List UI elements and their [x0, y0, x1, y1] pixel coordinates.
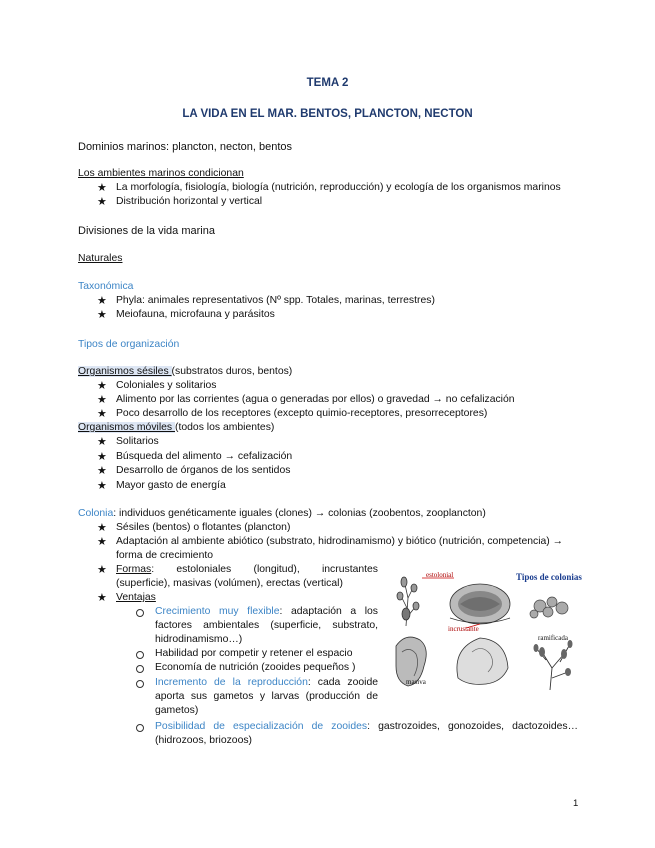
star-bullet-icon: ★	[97, 451, 107, 463]
ventaja-5	[155, 720, 578, 734]
ventaja-3: Economía de nutrición (zooides pequeños )	[155, 662, 356, 673]
ventajas-heading: Ventajas	[116, 592, 156, 603]
ambientes-item: Distribución horizontal y vertical	[116, 196, 263, 207]
sesiles-item: Poco desarrollo de los receptores (excepto quimio-receptores, presorreceptores)	[116, 408, 488, 419]
ventaja-5-highlight: Posibilidad de especialización de zooides	[155, 721, 368, 732]
colonia-label: Colonia	[78, 508, 114, 519]
label-incrustante: incrustante	[448, 625, 479, 633]
star-bullet-icon: ★	[97, 592, 107, 604]
ventaja-1	[155, 605, 378, 619]
ventaja-1-text: : adaptación a los	[279, 606, 378, 617]
ventaja-4	[155, 676, 378, 690]
ventaja-1-line-3: hidrodinamismo…)	[155, 634, 243, 645]
moviles-item: Mayor gasto de energía	[116, 480, 226, 491]
star-bullet-icon: ★	[97, 380, 107, 392]
formas-line-2: (superficie), masivas (volúmen), erectas (vertical)	[116, 578, 343, 589]
label-masiva: masiva	[406, 678, 426, 686]
star-bullet-icon: ★	[97, 394, 107, 406]
star-bullet-icon: ★	[97, 522, 107, 534]
formas-text: : estoloniales (longitud), incrustantes	[151, 564, 378, 575]
star-bullet-icon: ★	[97, 196, 107, 208]
ventaja-5-text: : gastrozoides, gonozoides, dactozoides…	[367, 721, 578, 732]
taxonomica-item: Meiofauna, microfauna y parásitos	[116, 309, 275, 320]
circle-bullet-icon	[136, 609, 144, 617]
doc-title: TEMA 2	[306, 77, 349, 89]
colony-types-figure	[392, 568, 580, 694]
star-bullet-icon: ★	[97, 536, 107, 548]
label-ramificada: ramificada	[538, 634, 568, 642]
label-estolonial: estolonial	[426, 571, 454, 579]
moviles-rest: (todos los ambientes)	[175, 422, 275, 433]
figure-title: Tipos de colonias	[516, 572, 582, 582]
star-bullet-icon: ★	[97, 182, 107, 194]
sesiles-item: Coloniales y solitarios	[116, 380, 217, 391]
colonia-item: Sésiles (bentos) o flotantes (plancton)	[116, 522, 291, 533]
colony-illustration	[392, 568, 580, 694]
ventaja-4-line-3: gametos)	[155, 705, 199, 716]
taxonomica-item: Phyla: animales representativos (Nº spp. Totales, marinas, terrestres)	[116, 295, 435, 306]
circle-bullet-icon	[136, 665, 144, 673]
doc-subtitle: LA VIDA EN EL MAR. BENTOS, PLANCTON, NECTON	[182, 108, 473, 120]
ambientes-heading: Los ambientes marinos condicionan	[78, 168, 244, 179]
ventaja-4-line-2: aporta sus gametos y larvas (producción de	[155, 691, 378, 702]
ventaja-2: Habilidad por competir y retener el espacio	[155, 648, 353, 659]
formas-label: Formas	[116, 564, 152, 575]
page-number: 1	[573, 798, 579, 809]
ambientes-item: La morfología, fisiología, biología (nutrición, reproducción) y ecología de los organismos marinos	[116, 182, 561, 193]
ventaja-1-highlight: Crecimiento muy flexible	[155, 606, 280, 617]
moviles-item: Solitarios	[116, 436, 159, 447]
star-bullet-icon: ★	[97, 309, 107, 321]
sesiles-item: Alimento por las corrientes (agua o generadas por ellos) o gravedad → no cefalización	[116, 394, 515, 405]
formas-line	[116, 563, 378, 577]
dominios-line: Dominios marinos: plancton, necton, bentos	[78, 141, 293, 153]
colonia-item: Adaptación al ambiente abiótico (substrato, hidrodinamismo) y biótico (nutrición, competencia) →	[116, 536, 564, 547]
colonia-rest: : individuos genéticamente iguales (clones) → colonias (zoobentos, zooplancton)	[113, 508, 486, 519]
star-bullet-icon: ★	[97, 564, 107, 576]
ventaja-4-highlight: Incremento de la reproducción	[155, 677, 308, 688]
ventaja-1-line-2: factores ambientales (superficie, substrato,	[155, 620, 378, 631]
sesiles-label: Organismos sésiles	[78, 366, 172, 377]
star-bullet-icon: ★	[97, 295, 107, 307]
tipos-heading: Tipos de organización	[78, 339, 180, 350]
star-bullet-icon: ★	[97, 408, 107, 420]
moviles-heading	[78, 421, 274, 435]
star-bullet-icon: ★	[97, 436, 107, 448]
colonia-item-cont: forma de crecimiento	[116, 550, 214, 561]
star-bullet-icon: ★	[97, 465, 107, 477]
circle-bullet-icon	[136, 680, 144, 688]
divisiones-line: Divisiones de la vida marina	[78, 225, 215, 237]
ventaja-4-text: : cada zooide	[307, 677, 379, 688]
sesiles-heading	[78, 365, 292, 379]
moviles-item: Búsqueda del alimento → cefalización	[116, 451, 293, 462]
moviles-label: Organismos móviles	[78, 422, 176, 433]
sesiles-rest: (substratos duros, bentos)	[171, 366, 293, 377]
moviles-item: Desarrollo de órganos de los sentidos	[116, 465, 291, 476]
colonia-line	[78, 507, 486, 521]
star-bullet-icon: ★	[97, 480, 107, 492]
circle-bullet-icon	[136, 724, 144, 732]
taxonomica-heading: Taxonómica	[78, 281, 134, 292]
naturales-heading: Naturales	[78, 253, 123, 264]
circle-bullet-icon	[136, 651, 144, 659]
ventaja-5-line-2: (hidrozoos, briozoos)	[155, 735, 253, 746]
